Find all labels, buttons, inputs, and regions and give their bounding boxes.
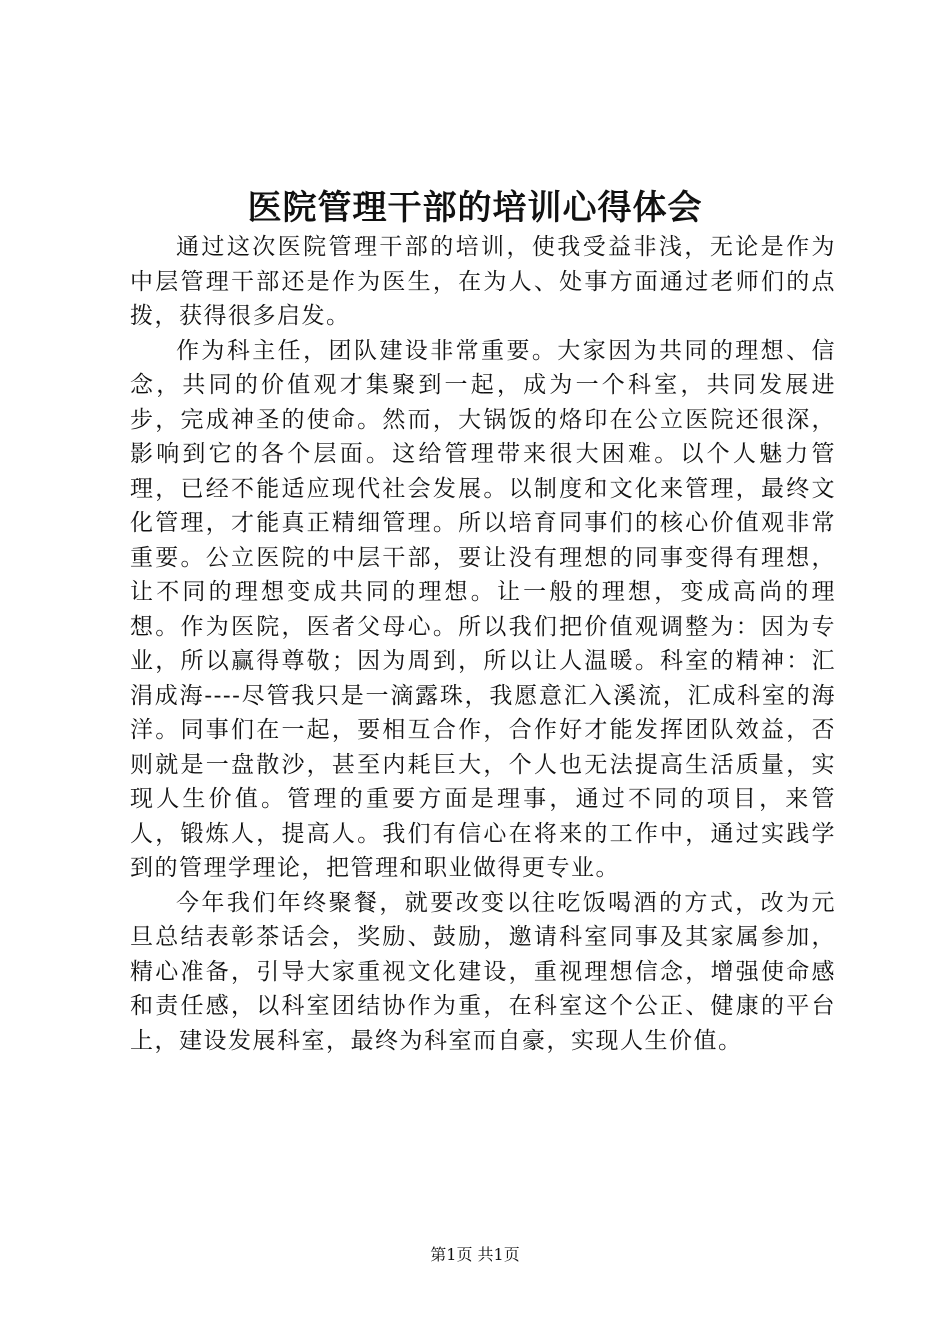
paragraph-1: 通过这次医院管理干部的培训，使我受益非浅，无论是作为中层管理干部还是作为医生，在为人、处事方面通过老师们的点拨，获得很多启发。 (130, 234, 836, 329)
paragraph-2: 作为科主任，团队建设非常重要。大家因为共同的理想、信念，共同的价值观才集聚到一起，成为一个科室，共同发展进步，完成神圣的使命。然而，大锅饭的烙印在公立医院还很深，影响到它的各个层面。这给管理带来很大困难。以个人魅力管理，已经不能适应现代社会发展。以制度和文化来管理，最终文化管理，才能真正精细管理。所以培育同事们的核心价值观非常重要。公立医院的中层干部，要让没有理想的同事变得有理想，让不同的理想变成共同的理想。让一般的理想，变成高尚的理想。作为医院，医者父母心。所以我们把价值观调整为：因为专业，所以赢得尊敬；因为周到，所以让人温暖。科室的精神：汇涓成海----尽管我只是一滴露珠，我愿意汇入溪流，汇成科室的海洋。同事们在一起，要相互合作，合作好才能发挥团队效益，否则就是一盘散沙，甚至内耗巨大，个人也无法提高生活质量，实现人生价值。管理的重要方面是理事，通过不同的项目，来管人，锻炼人，提高人。我们有信心在将来的工作中，通过实践学到的管理学理论，把管理和职业做得更专业。 (130, 337, 836, 881)
document-body (130, 230, 836, 1058)
paragraph-3: 今年我们年终聚餐，就要改变以往吃饭喝酒的方式，改为元旦总结表彰茶话会，奖励、鼓励，邀请科室同事及其家属参加，精心准备，引导大家重视文化建设，重视理想信念，增强使命感和责任感，以科室团结协作为重，在科室这个公正、健康的平台上，建设发展科室，最终为科室而自豪，实现人生价值。 (130, 889, 836, 1054)
document-title: 医院管理干部的培训心得体会 (247, 188, 703, 228)
page-footer: 第1页 共1页 (430, 1245, 520, 1264)
